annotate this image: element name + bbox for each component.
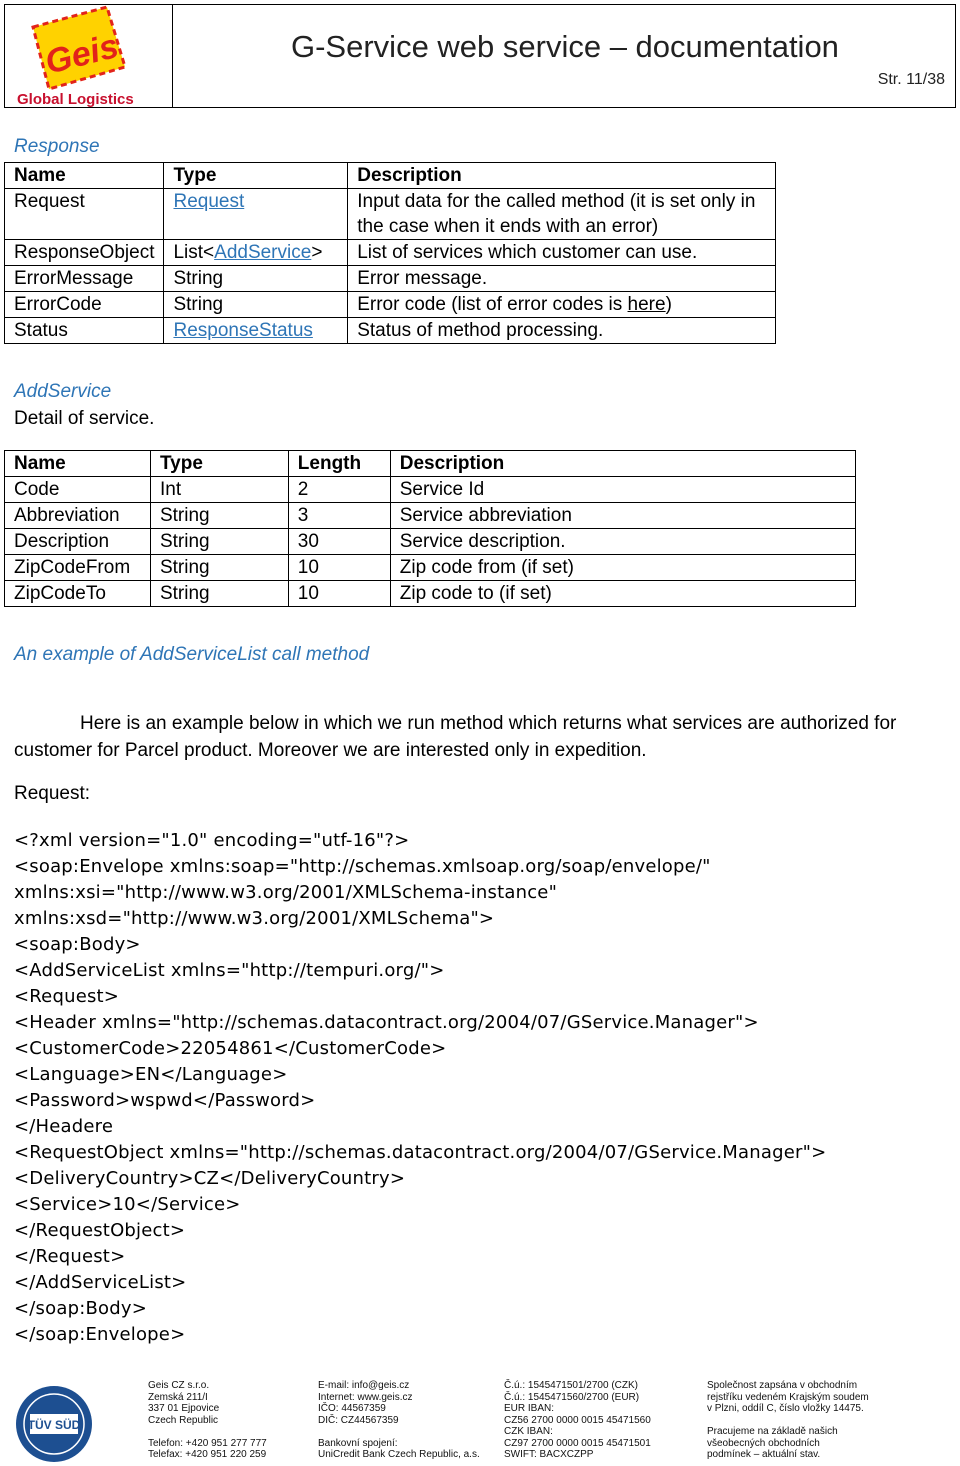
- code-line: <Request>: [14, 986, 120, 1007]
- cell-description: List of services which customer can use.: [348, 240, 776, 266]
- logo-tagline: Global Logistics: [17, 91, 134, 108]
- code-line: </AddServiceList>: [14, 1272, 187, 1293]
- table-row: Description String 30 Service description.: [5, 529, 856, 555]
- responsestatus-type-link[interactable]: ResponseStatus: [173, 320, 313, 341]
- code-line: </RequestObject>: [14, 1220, 186, 1241]
- code-line: <Language>EN</Language>: [14, 1064, 288, 1085]
- xml-code-block: [14, 828, 826, 1348]
- code-line: <Password>wspwd</Password>: [14, 1090, 316, 1111]
- code-line: </soap:Body>: [14, 1298, 147, 1319]
- response-table: [4, 162, 776, 344]
- code-line: <DeliveryCountry>CZ</DeliveryCountry>: [14, 1168, 406, 1189]
- code-line: xmlns:xsi="http://www.w3.org/2001/XMLSchema-instance": [14, 882, 558, 903]
- table-row: Abbreviation String 3 Service abbreviation: [5, 503, 856, 529]
- cell-name: ErrorMessage: [5, 266, 164, 292]
- request-type-link[interactable]: Request: [173, 191, 245, 212]
- code-line: <AddServiceList xmlns="http://tempuri.org/">: [14, 960, 445, 981]
- cell-name: ErrorCode: [5, 292, 164, 318]
- cell-name: ResponseObject: [5, 240, 164, 266]
- svg-text:Geis: Geis: [41, 26, 123, 82]
- table-row: ZipCodeFrom String 10 Zip code from (if set): [5, 555, 856, 581]
- code-line: <RequestObject xmlns="http://schemas.datacontract.org/2004/07/GService.Manager">: [14, 1142, 827, 1163]
- code-line: </Headere: [14, 1116, 114, 1137]
- page-header: [4, 4, 956, 108]
- cell-type: String: [164, 292, 348, 318]
- column-header: Name: [5, 451, 151, 477]
- error-codes-link[interactable]: here: [627, 294, 666, 315]
- page-number: Str. 11/38: [877, 71, 945, 88]
- example-section-title: An example of AddServiceList call method: [14, 644, 370, 665]
- addservice-subtitle: Detail of service.: [14, 408, 155, 429]
- table-row: [5, 266, 776, 292]
- footer-bank-info: Č.ú.: 1545471501/2700 (CZK) Č.ú.: 1545471560/2700 (EUR) EUR IBAN: CZ56 2700 0000 0015 45471560 CZK IBAN: CZ97 2700 0000 0015 45471501 SWIFT: BACXCZPP: [504, 1380, 651, 1460]
- cell-description: Error code (list of error codes is here): [348, 292, 776, 318]
- column-header: Description: [390, 451, 855, 477]
- addservice-type-link[interactable]: AddService: [214, 242, 312, 263]
- footer-legal-info: Společnost zapsána v obchodním rejstříku vedeném Krajským soudem v Plzni, oddíl C, číslo vložky 14475. Pracujeme na základě našich všeobecných obchodních podmínek – aktuální stav.: [707, 1380, 869, 1460]
- code-line: <CustomerCode>22054861</CustomerCode>: [14, 1038, 447, 1059]
- table-row: [5, 240, 776, 266]
- logo: [5, 5, 173, 107]
- svg-text:TÜV SÜD: TÜV SÜD: [27, 1418, 81, 1432]
- footer-company-info: Geis CZ s.r.o. Zemská 211/I 337 01 Ejpovice Czech Republic Telefon: +420 951 277 777 Telefax: +420 951 220 259: [148, 1380, 267, 1460]
- table-row: ZipCodeTo String 10 Zip code to (if set): [5, 581, 856, 607]
- table-row: [5, 318, 776, 344]
- tuv-certification-icon: [14, 1384, 94, 1464]
- code-line: <soap:Envelope xmlns:soap="http://schemas.xmlsoap.org/soap/envelope/": [14, 856, 711, 877]
- table-header-row: [5, 163, 776, 189]
- geis-logo-icon: [15, 5, 135, 93]
- cell-description: Status of method processing.: [348, 318, 776, 344]
- cell-description: Error message.: [348, 266, 776, 292]
- code-line: </soap:Envelope>: [14, 1324, 186, 1345]
- cell-type: List<AddService>: [164, 240, 348, 266]
- code-line: <?xml version="1.0" encoding="utf-16"?>: [14, 830, 410, 851]
- page-footer: [0, 1380, 960, 1466]
- response-section-title: Response: [14, 136, 100, 157]
- column-header: Length: [288, 451, 390, 477]
- example-intro-line2: customer for Parcel product. Moreover we are interested only in expedition.: [14, 740, 647, 761]
- table-row: [5, 189, 776, 240]
- code-line: <Service>10</Service>: [14, 1194, 241, 1215]
- request-label: Request:: [14, 783, 91, 804]
- cell-description: Input data for the called method (it is set only in the case when it ends with an error): [348, 189, 776, 240]
- example-intro-line1: Here is an example below in which we run method which returns what services are authorized for: [80, 713, 897, 734]
- code-line: xmlns:xsd="http://www.w3.org/2001/XMLSchema">: [14, 908, 495, 929]
- cell-name: Request: [5, 189, 164, 240]
- table-header-row: [5, 451, 856, 477]
- footer-contact-info: E-mail: info@geis.cz Internet: www.geis.cz IČO: 44567359 DIČ: CZ44567359 Bankovní spojení: UniCredit Bank Czech Republic, a.s.: [318, 1380, 480, 1460]
- code-line: </Request>: [14, 1246, 126, 1267]
- code-line: <soap:Body>: [14, 934, 141, 955]
- code-line: <Header xmlns="http://schemas.datacontract.org/2004/07/GService.Manager">: [14, 1012, 759, 1033]
- column-header: Name: [5, 163, 164, 189]
- cell-name: Status: [5, 318, 164, 344]
- addservice-table: [4, 450, 856, 607]
- cell-type: String: [164, 266, 348, 292]
- column-header: Type: [150, 451, 288, 477]
- column-header: Type: [164, 163, 348, 189]
- table-row: Code Int 2 Service Id: [5, 477, 856, 503]
- column-header: Description: [348, 163, 776, 189]
- table-row: [5, 292, 776, 318]
- document-title: G-Service web service – documentation: [291, 29, 839, 64]
- addservice-section-title: AddService: [14, 381, 112, 402]
